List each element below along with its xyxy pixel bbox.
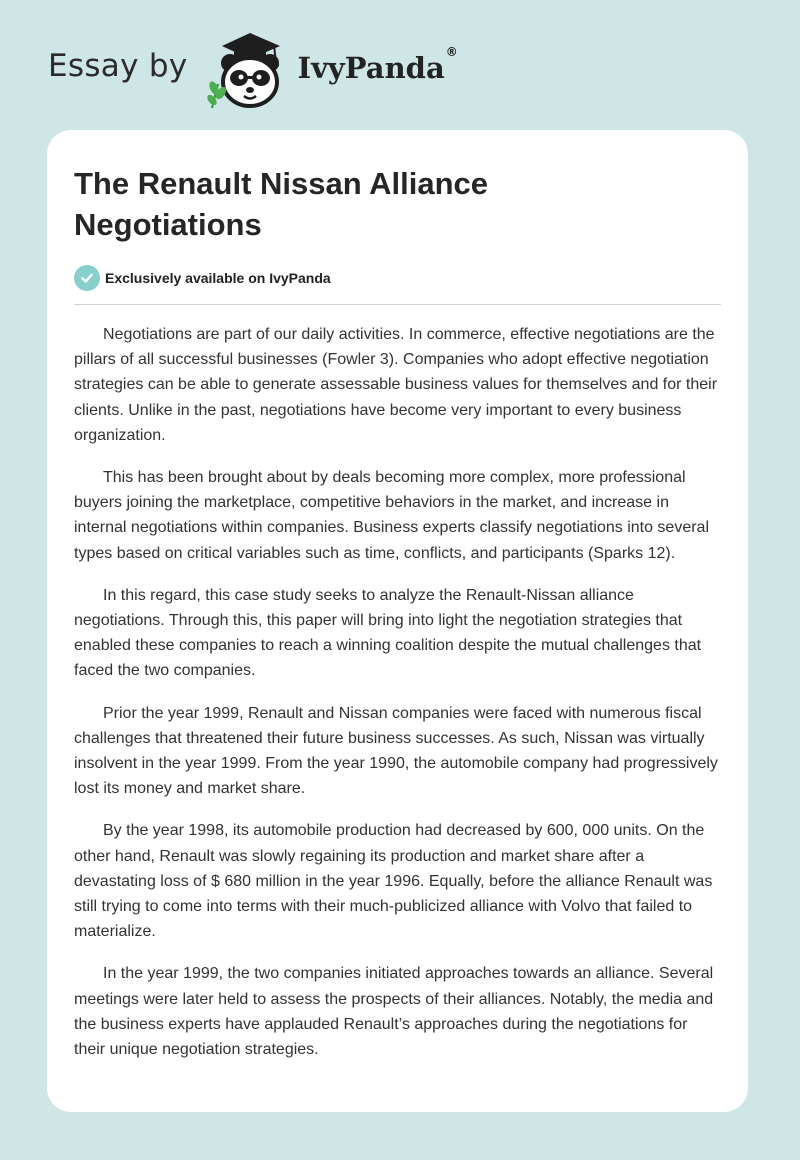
site-header	[48, 30, 458, 110]
check-circle-icon	[74, 265, 100, 291]
paragraph: Prior the year 1999, Renault and Nissan companies were faced with numerous fiscal challenges that threatened their future business successes. As such, Nissan was virtually insolvent in the year 1999. From the year 1990, the automobile company had progressively lost its money and market share.	[74, 704, 718, 798]
essay-body	[74, 322, 721, 1062]
brand-name[interactable]: IvyPanda®	[297, 45, 458, 85]
exclusive-badge	[74, 265, 721, 305]
paragraph: In this regard, this case study seeks to analyze the Renault-Nissan alliance negotiations. Through this, this paper will bring into light the negotiation strategies that enabled these companies to reach a winning coalition despite the mutual challenges that faced the two companies.	[74, 586, 702, 680]
page-title: The Renault Nissan Alliance Negotiations	[74, 166, 489, 242]
paragraph: This has been brought about by deals becoming more complex, more professional buyers joining the marketplace, competitive behaviors in the market, and increase in internal negotiations within companies. Business experts classify negotiations into several types based on critical variables such as time, conflicts, and participants (Sparks 12).	[74, 469, 710, 562]
panda-graduate-icon[interactable]	[204, 30, 296, 110]
essay-by-label: Essay by	[48, 48, 188, 84]
paragraph: Negotiations are part of our daily activities. In commerce, effective negotiations are the pillars of all successful businesses (Fowler 3). Companies who adopt effective negotiation strategies can be able to generate assessable business values for themselves and for their clients. Unlike in the past, negotiations have become very important to every business organization.	[74, 326, 718, 444]
paragraph: By the year 1998, its automobile production had decreased by 600, 000 units. On the other hand, Renault was slowly regaining its production and market share after a devastating loss of $ 680 million in the year 1996. Equally, before the alliance Renault was still trying to come into terms with their much-publicized alliance with Volvo that failed to materialize.	[74, 822, 713, 941]
essay-card	[47, 130, 748, 1112]
paragraph: In the year 1999, the two companies initiated approaches towards an alliance. Several meetings were later held to assess the prospects of their alliances. Notably, the media and the business experts have applauded Renault’s approaches during the negotiations for their unique negotiation strategies.	[74, 965, 714, 1059]
registered-mark: ®	[445, 45, 458, 59]
exclusive-label: Exclusively available on IvyPanda	[105, 270, 331, 286]
